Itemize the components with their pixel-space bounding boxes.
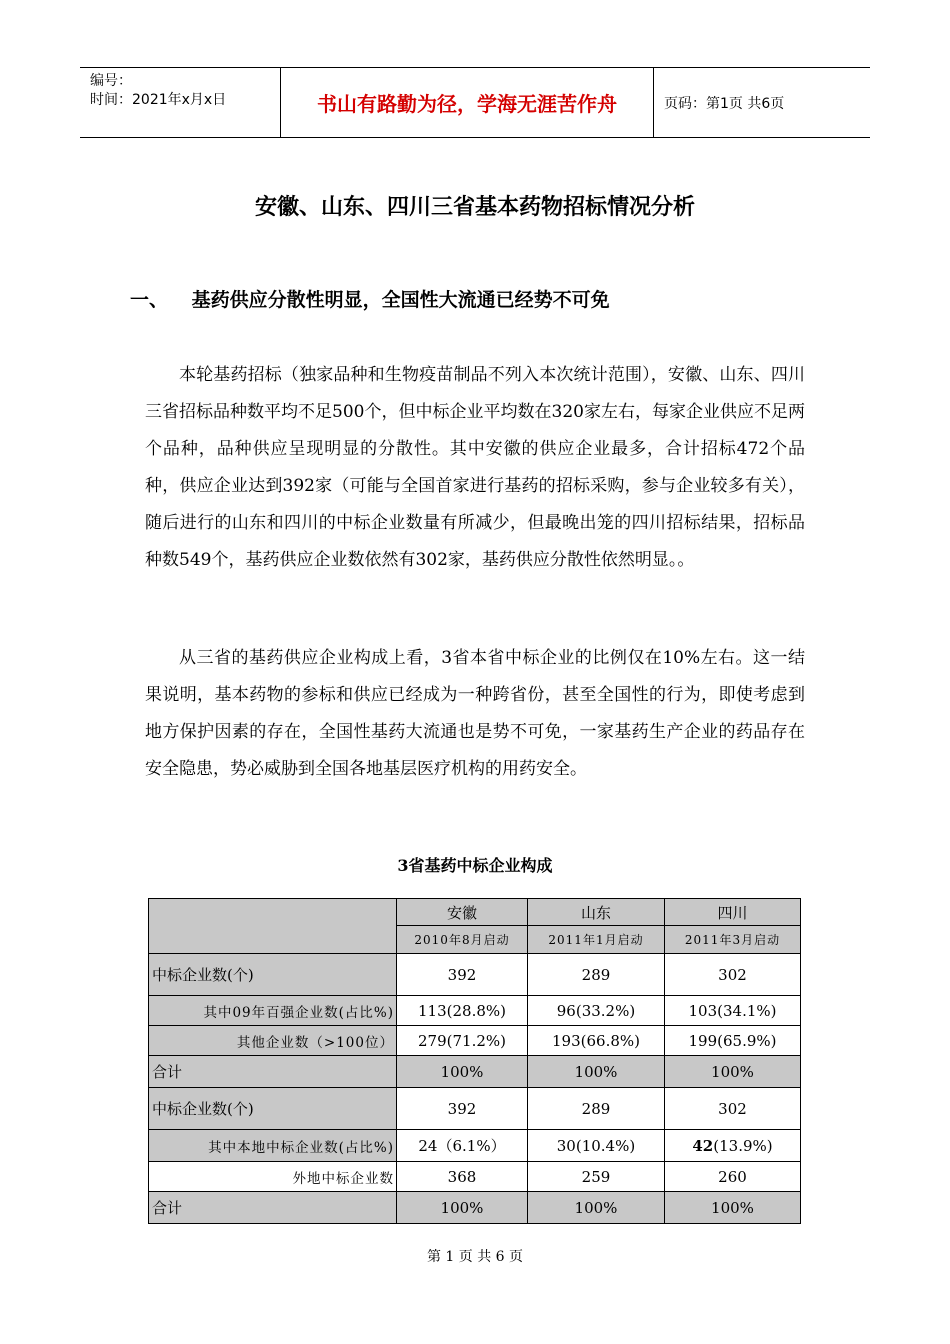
cell: 30(10.4%) — [528, 1130, 665, 1162]
cell: 193(66.8%) — [528, 1026, 665, 1056]
start-date: 2010年8月启动 — [397, 926, 528, 954]
cell: 113(28.8%) — [397, 996, 528, 1026]
document-header — [80, 67, 870, 138]
header-page-info: 页码：第1页 共6页 — [664, 95, 785, 112]
cell: 289 — [528, 1088, 665, 1130]
cell: 100% — [665, 1192, 801, 1224]
cell: 302 — [665, 1088, 801, 1130]
document-title: 安徽、山东、四川三省基本药物招标情况分析 — [254, 195, 695, 220]
enterprise-table — [148, 898, 801, 1224]
row-label: 中标企业数(个) — [149, 1088, 397, 1130]
table-row — [149, 954, 801, 996]
table-caption: 3省基药中标企业构成 — [397, 856, 553, 875]
header-meta — [80, 68, 281, 137]
province-header: 四川 — [665, 899, 801, 926]
table-row — [149, 1192, 801, 1224]
cell: 368 — [397, 1162, 528, 1192]
cell: 24（6.1%） — [397, 1130, 528, 1162]
row-label: 其他企业数（>100位） — [149, 1026, 397, 1056]
province-header: 山东 — [528, 899, 665, 926]
page-footer: 第 1 页 共 6 页 — [426, 1249, 524, 1265]
paragraph-2: 从三省的基药供应企业构成上看，3省本省中标企业的比例仅在10%左右。这一结果说明，基本药物的参标和供应已经成为一种跨省份，甚至全国性的行为，即使考虑到地方保护因素的存在，全国性基药大流通也是势不可免，一家基药生产企业的药品存在安全隐患，势必威胁到全国各地基层医疗机构的用药安全。 — [145, 648, 805, 779]
cell: 100% — [397, 1192, 528, 1224]
cell: 103(34.1%) — [665, 996, 801, 1026]
row-label: 中标企业数(个) — [149, 954, 397, 996]
paragraph-1: 本轮基药招标（独家品种和生物疫苗制品不列入本次统计范围），安徽、山东、四川三省招标品种数平均不足500个，但中标企业平均数在320家左右，每家企业供应不足两个品种，品种供应呈现明显的分散性。其中安徽的供应企业最多，合计招标472个品种，供应企业达到392家（可能与全国首家进行基药的招标采购，参与企业较多有关），随后进行的山东和四川的中标企业数量有所减少，但最晚出笼的四川招标结果，招标品种数549个，基药供应企业数依然有302家，基药供应分散性依然明显。。 — [145, 365, 805, 570]
cell: 392 — [397, 1088, 528, 1130]
cell: 100% — [528, 1056, 665, 1088]
header-motto: 书山有路勤为径，学海无涯苦作舟 — [281, 68, 654, 137]
cell: 199(65.9%) — [665, 1026, 801, 1056]
cell: 392 — [397, 954, 528, 996]
cell: 302 — [665, 954, 801, 996]
section-heading — [130, 285, 610, 312]
table-row — [149, 1026, 801, 1056]
table-row — [149, 1130, 801, 1162]
row-label: 合计 — [149, 1056, 397, 1088]
table-row — [149, 1162, 801, 1192]
row-label: 合计 — [149, 1192, 397, 1224]
start-date: 2011年1月启动 — [528, 926, 665, 954]
cell: 100% — [665, 1056, 801, 1088]
cell: 100% — [397, 1056, 528, 1088]
time-label: 时间：2021年x月x日 — [90, 92, 227, 108]
table-corner — [149, 899, 397, 954]
cell: 279(71.2%) — [397, 1026, 528, 1056]
row-label: 外地中标企业数 — [149, 1162, 397, 1192]
cell: 259 — [528, 1162, 665, 1192]
cell: 260 — [665, 1162, 801, 1192]
cell: 96(33.2%) — [528, 996, 665, 1026]
section-number: 一、 — [130, 289, 169, 311]
number-label: 编号： — [90, 73, 132, 89]
cell: 100% — [528, 1192, 665, 1224]
province-header: 安徽 — [397, 899, 528, 926]
section-title: 基药供应分散性明显，全国性大流通已经势不可免 — [191, 289, 610, 311]
row-label: 其中本地中标企业数(占比%) — [149, 1130, 397, 1162]
bold-value: 42 — [692, 1136, 714, 1155]
cell-value: (13.9%) — [713, 1136, 773, 1155]
table-row — [149, 996, 801, 1026]
table-row — [149, 1056, 801, 1088]
table-row — [149, 1088, 801, 1130]
cell: 289 — [528, 954, 665, 996]
start-date: 2011年3月启动 — [665, 926, 801, 954]
cell — [665, 1130, 801, 1162]
row-label: 其中09年百强企业数(占比%) — [149, 996, 397, 1026]
